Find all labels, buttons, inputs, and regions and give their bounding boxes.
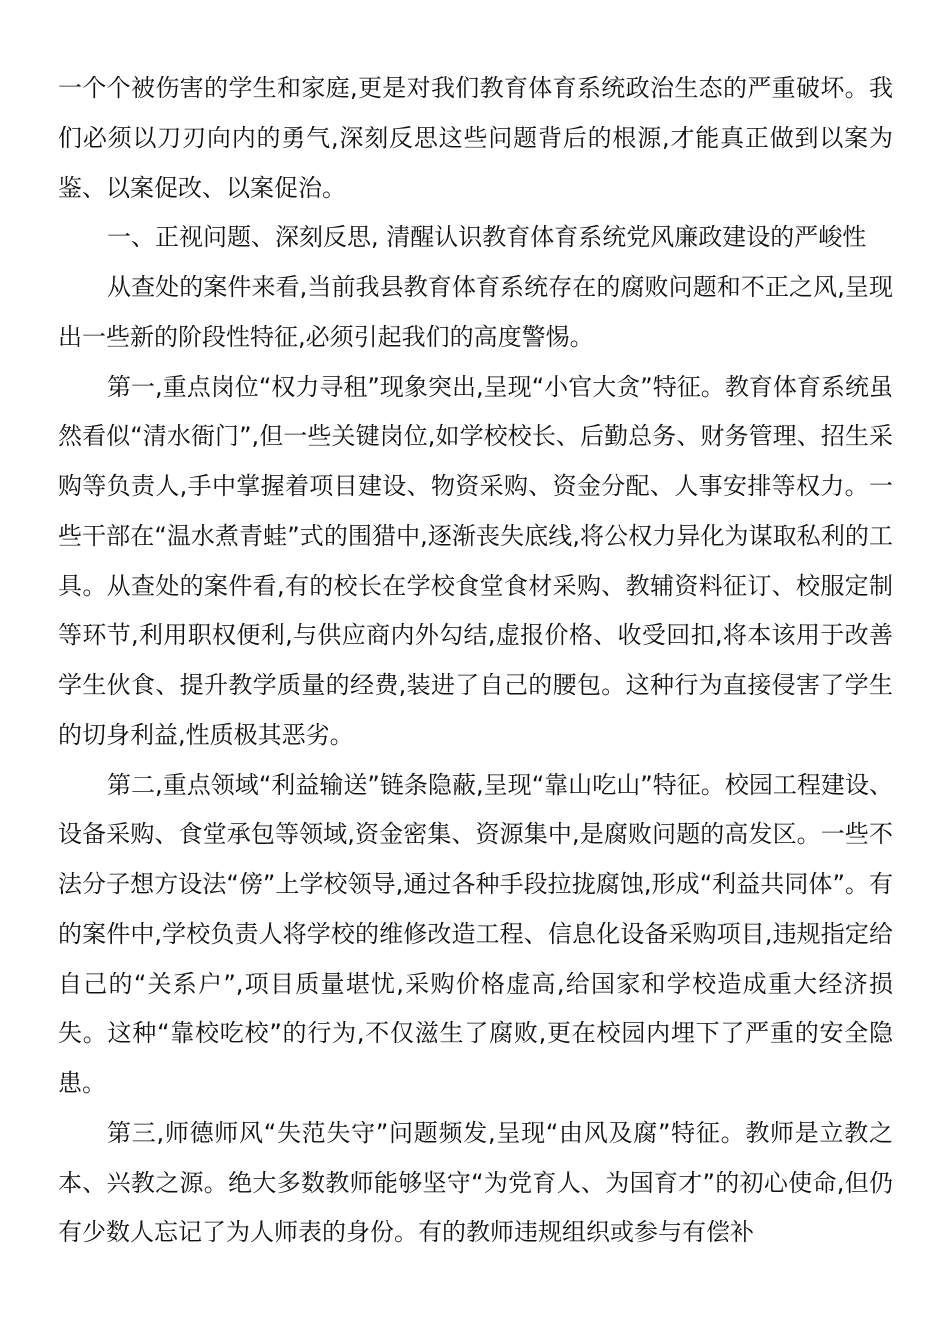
paragraph-point-one: 第一,重点岗位“权力寻租”现象突出,呈现“小官大贪”特征。教育体育系统虽然看似“清水衙门”,但一些关键岗位,如学校校长、后勤总务、财务管理、招生采购等负责人,手中掌握着项目建设、物资采购、资金分配、人事安排等权力。一些干部在“温水煮青蛙”式的围猎中,逐渐丧失底线,将公权力异化为谋取私利的工具。从查处的案件看,有的校长在学校食堂食材采购、教辅资料征订、校服定制等环节,利用职权便利,与供应商内外勾结,虚报价格、收受回扣,将本该用于改善学生伙食、提升教学质量的经费,装进了自己的腰包。这种行为直接侵害了学生的切身利益,性质极其恶劣。 <box>58 372 893 749</box>
section-heading: 一、正视问题、深刻反思, 清醒认识教育体育系统党风廉政建设的严峻性 <box>107 223 867 252</box>
paragraph-point-two: 第二,重点领域“利益输送”链条隐蔽,呈现“靠山吃山”特征。校园工程建设、设备采购、食堂承包等领域,资金密集、资源集中,是腐败问题的高发区。一些不法分子想方设法“傍”上学校领导,通过各种手段拉拢腐蚀,形成“利益共同体”。有的案件中,学校负责人将学校的维修改造工程、信息化设备采购项目,违规指定给自己的“关系户”,项目质量堪忧,采购价格虚高,给国家和学校造成重大经济损失。这种“靠校吃校”的行为,不仅滋生了腐败,更在校园内埋下了严重的安全隐患。 <box>58 770 893 1097</box>
document-page <box>58 64 893 1258</box>
paragraph-point-three: 第三,师德师风“失范失守”问题频发,呈现“由风及腐”特征。教师是立教之本、兴教之源。绝大多数教师能够坚守“为党育人、为国育才”的初心使命,但仍有少数人忘记了为人师表的身份。有的教师违规组织或参与有偿补 <box>58 1118 893 1247</box>
paragraph-overview: 从查处的案件来看,当前我县教育体育系统存在的腐败问题和不正之风,呈现出一些新的阶段性特征,必须引起我们的高度警惕。 <box>58 273 893 351</box>
paragraph-continuation: 一个个被伤害的学生和家庭,更是对我们教育体育系统政治生态的严重破坏。我们必须以刀刃向内的勇气,深刻反思这些问题背后的根源,才能真正做到以案为鉴、以案促改、以案促治。 <box>58 74 893 202</box>
